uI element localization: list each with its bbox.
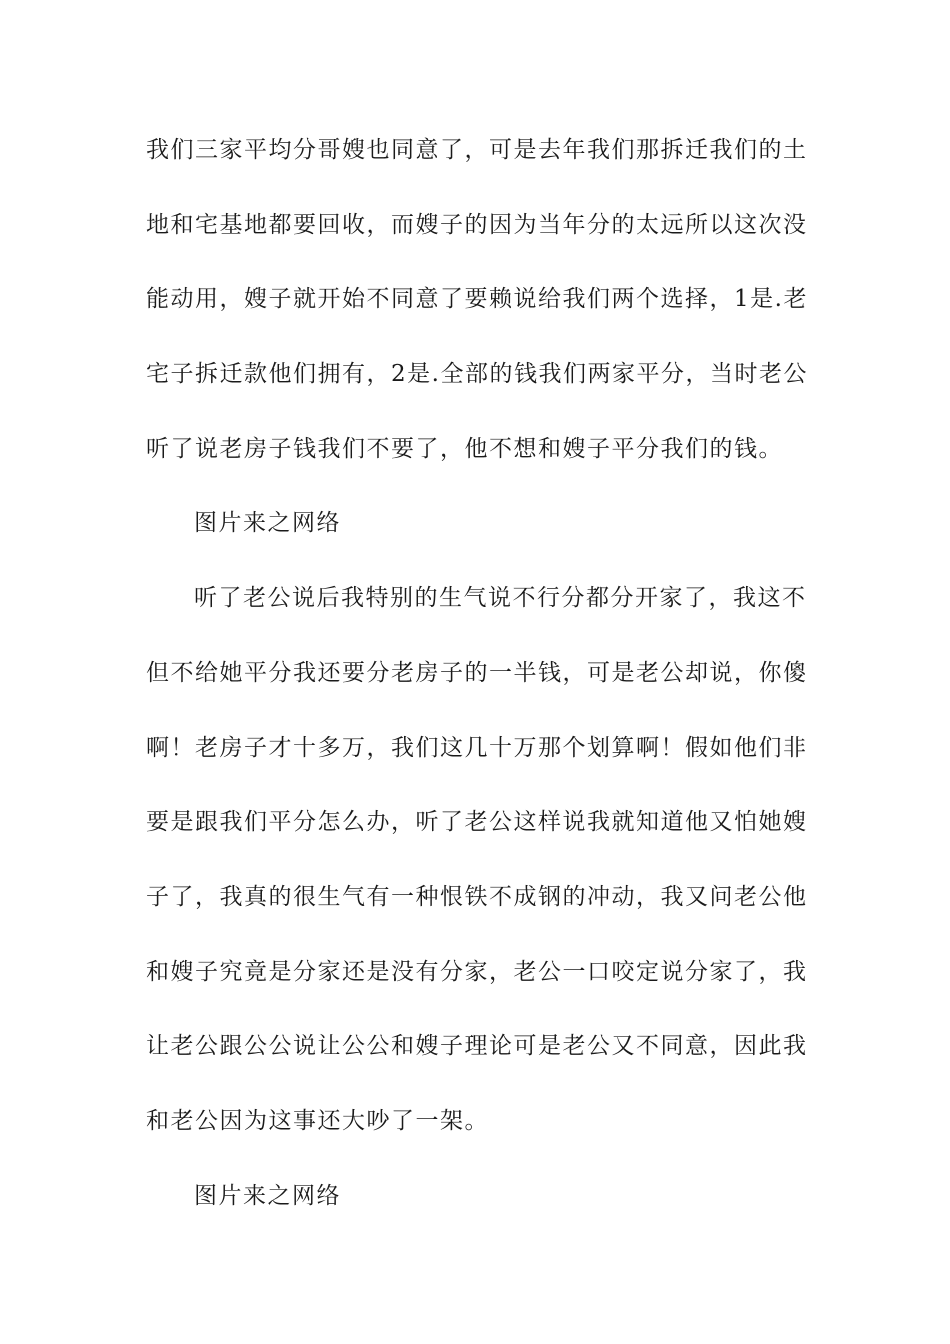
paragraph-line: 和老公因为这事还大吵了一架。 bbox=[146, 1107, 489, 1134]
paragraph-line: 能动用，嫂子就开始不同意了要赖说给我们两个选择，1是.老 bbox=[146, 286, 808, 313]
paragraph-line: 要是跟我们平分怎么办，听了老公这样说我就知道他又怕她嫂 bbox=[146, 809, 808, 836]
image-caption-2 bbox=[146, 1159, 806, 1234]
caption-text: 图片来之网络 bbox=[194, 1182, 341, 1209]
caption-text: 图片来之网络 bbox=[194, 510, 341, 537]
paragraph-line: 让老公跟公公说让公公和嫂子理论可是老公又不同意，因此我 bbox=[146, 1033, 808, 1060]
paragraph-1 bbox=[146, 113, 806, 486]
paragraph-line: 听了说老房子钱我们不要了，他不想和嫂子平分我们的钱。 bbox=[146, 435, 783, 462]
paragraph-line: 地和宅基地都要回收，而嫂子的因为当年分的太远所以这次没 bbox=[146, 211, 808, 238]
paragraph-line: 我们三家平均分哥嫂也同意了，可是去年我们那拆迁我们的土 bbox=[146, 137, 808, 163]
paragraph-line: 但不给她平分我还要分老房子的一半钱，可是老公却说，你傻 bbox=[146, 659, 808, 686]
image-caption-1 bbox=[146, 486, 806, 561]
paragraph-2 bbox=[146, 561, 806, 1159]
paragraph-line: 听了老公说后我特别的生气说不行分都分开家了，我这不 bbox=[194, 585, 807, 612]
document-body bbox=[146, 113, 806, 1233]
paragraph-line: 子了，我真的很生气有一种恨铁不成钢的冲动，我又问老公他 bbox=[146, 883, 808, 910]
paragraph-line: 宅子拆迁款他们拥有，2是.全部的钱我们两家平分，当时老公 bbox=[146, 361, 808, 388]
paragraph-line: 啊！老房子才十多万，我们这几十万那个划算啊！假如他们非 bbox=[146, 734, 808, 761]
paragraph-line: 和嫂子究竟是分家还是没有分家，老公一口咬定说分家了，我 bbox=[146, 958, 808, 985]
